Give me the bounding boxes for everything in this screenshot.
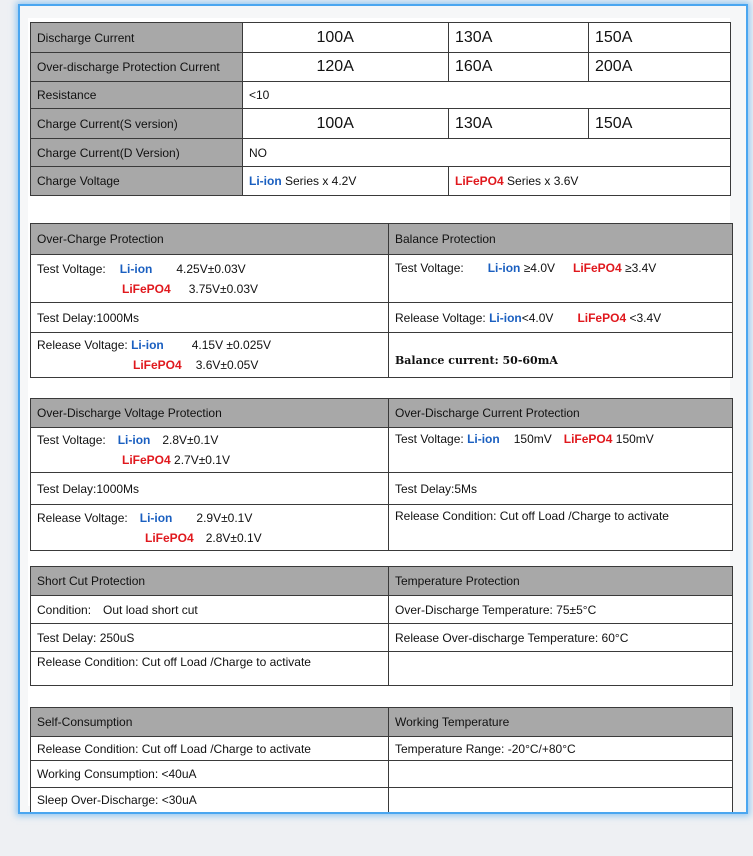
overcharge-test-delay: Test Delay:1000Ms (31, 303, 389, 333)
lifepo4-tag: LiFePO4 (563, 432, 613, 446)
charge-voltage-liion (243, 167, 449, 196)
discharge-current-row (31, 23, 731, 53)
lifepo4-tag: LiFePO4 (145, 530, 194, 545)
liion-series: Series x 4.2V (281, 174, 357, 188)
charge-current-d-value: NO (243, 139, 731, 167)
shortcut-temperature-table (30, 566, 733, 686)
charge-current-s-value-1: 100A (311, 109, 449, 139)
liion-value: 2.9V±0.1V (196, 510, 253, 525)
balance-title: Balance Protection (389, 224, 733, 255)
overcharge-release-voltage (31, 333, 389, 378)
liion-value: 2.8V±0.1V (162, 433, 219, 447)
resistance-row (31, 82, 731, 109)
charge-current-s-value-3: 150A (589, 109, 731, 139)
short-cut-test-delay: Test Delay: 250uS (31, 624, 389, 652)
overcharge-title: Over-Charge Protection (31, 224, 389, 255)
overdischarge-protection-current-value-1: 120A (311, 53, 449, 82)
lifepo4-tag: LiFePO4 (455, 174, 504, 188)
lifepo4-tag: LiFePO4 (133, 358, 182, 372)
lifepo4-tag: LiFePO4 (577, 310, 627, 325)
charge-current-d-label: Charge Current(D Version) (31, 139, 243, 167)
sleep-overdischarge: Sleep Over-Discharge: <30uA (31, 788, 389, 812)
balance-test-voltage (389, 255, 733, 303)
spec-table (30, 22, 731, 196)
liion-value: ≥4.0V (523, 261, 555, 275)
test-voltage-label: Test Voltage: (395, 432, 464, 446)
release-overdischarge-temperature: Release Over-discharge Temperature: 60°C (389, 624, 733, 652)
overcharge-test-voltage (31, 255, 389, 303)
working-temperature-title: Working Temperature (389, 708, 733, 737)
temperature-title: Temperature Protection (389, 567, 733, 596)
document-frame (18, 4, 748, 814)
self-consumption-title: Self-Consumption (31, 708, 389, 737)
test-voltage-label: Test Voltage: (37, 261, 106, 276)
resistance-value: <10 (243, 82, 731, 109)
charge-current-s-label: Charge Current(S version) (31, 109, 243, 139)
overdischarge-protection-current-label: Over-discharge Protection Current (31, 53, 243, 82)
release-label: Release Voltage: (395, 310, 486, 325)
liion-value: <4.0V (521, 310, 554, 325)
short-cut-condition (31, 596, 389, 624)
release-label: Release Voltage: (37, 338, 128, 352)
resistance-label: Resistance (31, 82, 243, 109)
spec-sheet (28, 18, 730, 806)
lifepo4-value: 3.6V±0.05V (195, 358, 259, 372)
overdischarge-voltage-release-voltage (31, 505, 389, 551)
overdischarge-current-release-condition: Release Condition: Cut off Load /Charge to activate (389, 505, 733, 551)
balance-release-voltage (389, 303, 733, 333)
overdischarge-temperature: Over-Discharge Temperature: 75±5°C (389, 596, 733, 624)
condition-label: Condition: (37, 602, 92, 617)
charge-voltage-row (31, 167, 731, 196)
test-voltage-label: Test Voltage: (37, 433, 106, 447)
consumption-table (30, 707, 733, 812)
liion-tag: Li-ion (131, 338, 164, 352)
liion-tag: Li-ion (117, 433, 151, 447)
lifepo4-value: ≥3.4V (625, 261, 657, 275)
lifepo4-tag: LiFePO4 (122, 281, 171, 296)
liion-tag: Li-ion (487, 261, 521, 275)
lifepo4-value: 150mV (615, 432, 654, 446)
overdischarge-voltage-test-delay: Test Delay:1000Ms (31, 473, 389, 505)
discharge-protection-table (30, 398, 733, 551)
charge-voltage-lifepo4 (449, 167, 731, 196)
balance-current-text: Balance current: 50-60mA (395, 354, 558, 367)
lifepo4-tag: LiFePO4 (573, 261, 622, 275)
overdischarge-current-test-voltage (389, 428, 733, 473)
working-temperature-range: Temperature Range: -20°C/+80°C (389, 737, 733, 761)
overdischarge-voltage-title: Over-Discharge Voltage Protection (31, 399, 389, 428)
lifepo4-value: 2.7V±0.1V (174, 453, 230, 467)
liion-tag: Li-ion (467, 432, 500, 446)
discharge-current-value-1: 100A (311, 23, 449, 53)
balance-current (389, 333, 733, 378)
overdischarge-voltage-test-voltage (31, 428, 389, 473)
lifepo4-value: <3.4V (629, 310, 662, 325)
short-cut-release-condition: Release Condition: Cut off Load /Charge to activate (31, 652, 389, 686)
liion-tag: Li-ion (119, 261, 153, 276)
overdischarge-current-title: Over-Discharge Current Protection (389, 399, 733, 428)
liion-value: 150mV (513, 432, 552, 446)
self-consumption-release-condition: Release Condition: Cut off Load /Charge to activate (31, 737, 389, 761)
condition-value: Out load short cut (103, 602, 198, 617)
overdischarge-protection-current-row (31, 53, 731, 82)
charge-current-s-row (31, 109, 731, 139)
lifepo4-value: 2.8V±0.1V (205, 530, 262, 545)
discharge-current-value-3: 150A (589, 23, 731, 53)
charge-current-d-row (31, 139, 731, 167)
charge-protection-table (30, 223, 733, 378)
liion-tag: Li-ion (249, 174, 282, 188)
charge-current-s-value-2: 130A (449, 109, 589, 139)
test-voltage-label: Test Voltage: (395, 261, 464, 275)
liion-tag: Li-ion (139, 510, 173, 525)
overdischarge-current-test-delay: Test Delay:5Ms (389, 473, 733, 505)
lifepo4-tag: LiFePO4 (122, 453, 171, 467)
charge-voltage-label: Charge Voltage (31, 167, 243, 196)
liion-tag: Li-ion (489, 310, 522, 325)
lifepo4-series: Series x 3.6V (503, 174, 579, 188)
discharge-current-value-2: 130A (449, 23, 589, 53)
discharge-current-label: Discharge Current (31, 23, 243, 53)
overdischarge-protection-current-value-2: 160A (449, 53, 589, 82)
liion-value: 4.15V ±0.025V (191, 338, 272, 352)
release-label: Release Voltage: (37, 510, 128, 525)
liion-value: 4.25V±0.03V (176, 261, 246, 276)
overdischarge-protection-current-value-3: 200A (589, 53, 731, 82)
short-cut-title: Short Cut Protection (31, 567, 389, 596)
working-consumption: Working Consumption: <40uA (31, 761, 389, 788)
lifepo4-value: 3.75V±0.03V (188, 281, 258, 296)
